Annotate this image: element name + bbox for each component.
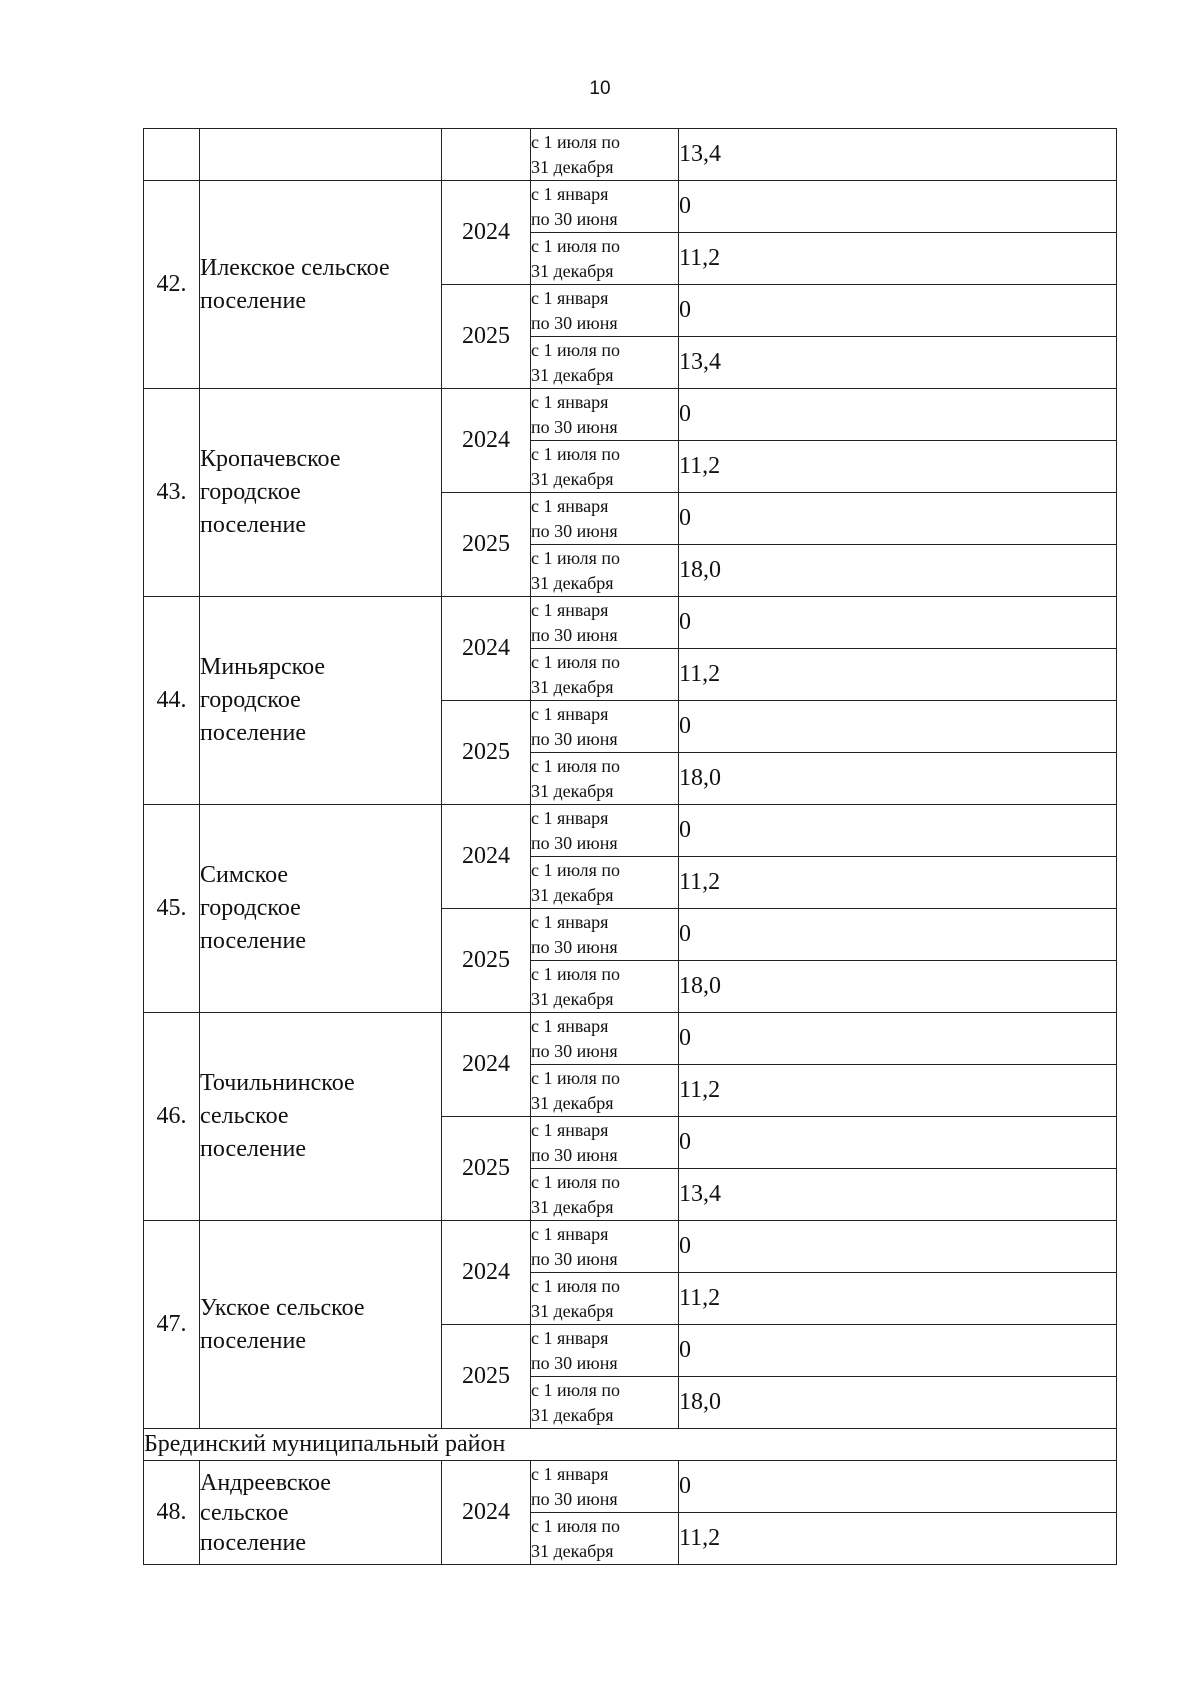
value-cell: 18,0 [679, 753, 1117, 805]
value-cell: 0 [679, 389, 1117, 441]
row-number-cell: 46. [144, 1013, 200, 1221]
period-cell: с 1 января по 30 июня [531, 1221, 679, 1273]
row-number-cell: 47. [144, 1221, 200, 1429]
period-cell: с 1 июля по 31 декабря [531, 441, 679, 493]
year-cell: 2024 [442, 1013, 531, 1117]
settlement-name-cell: Кропачевское городское поселение [200, 389, 442, 597]
period-cell: с 1 января по 30 июня [531, 701, 679, 753]
value-cell: 0 [679, 1117, 1117, 1169]
settlement-name-cell: Андреевское сельское поселение [200, 1461, 442, 1565]
period-cell: с 1 января по 30 июня [531, 181, 679, 233]
value-cell: 11,2 [679, 1065, 1117, 1117]
year-cell: 2024 [442, 389, 531, 493]
year-cell: 2024 [442, 805, 531, 909]
year-cell: 2024 [442, 597, 531, 701]
period-cell: с 1 июля по 31 декабря [531, 961, 679, 1013]
settlement-name-cell [200, 129, 442, 181]
value-cell: 0 [679, 285, 1117, 337]
period-cell: с 1 июля по 31 декабря [531, 1513, 679, 1565]
period-cell: с 1 июля по 31 декабря [531, 1273, 679, 1325]
year-cell: 2024 [442, 181, 531, 285]
year-cell: 2025 [442, 1325, 531, 1429]
year-cell: 2025 [442, 909, 531, 1013]
value-cell: 11,2 [679, 857, 1117, 909]
settlement-name-cell: Укское сельское поселение [200, 1221, 442, 1429]
period-cell: с 1 января по 30 июня [531, 1461, 679, 1513]
period-cell: с 1 июля по 31 декабря [531, 337, 679, 389]
page-number: 10 [589, 78, 611, 99]
period-cell: с 1 июля по 31 декабря [531, 233, 679, 285]
row-number-cell: 44. [144, 597, 200, 805]
row-number-cell: 48. [144, 1461, 200, 1565]
period-cell: с 1 января по 30 июня [531, 909, 679, 961]
value-cell: 13,4 [679, 129, 1117, 181]
row-number-cell [144, 129, 200, 181]
value-cell: 11,2 [679, 441, 1117, 493]
district-heading: Брединский муниципальный район [144, 1429, 1117, 1461]
table-row [144, 1013, 1117, 1065]
value-cell: 11,2 [679, 233, 1117, 285]
table-row [144, 1221, 1117, 1273]
value-cell: 0 [679, 1221, 1117, 1273]
period-cell: с 1 января по 30 июня [531, 285, 679, 337]
settlement-name-cell: Точильнинское сельское поселение [200, 1013, 442, 1221]
period-cell: с 1 июля по 31 декабря [531, 1377, 679, 1429]
table-row [144, 389, 1117, 441]
row-number-cell: 42. [144, 181, 200, 389]
period-cell: с 1 июля по 31 декабря [531, 545, 679, 597]
period-cell: с 1 января по 30 июня [531, 1325, 679, 1377]
settlement-name-cell: Миньярское городское поселение [200, 597, 442, 805]
district-row [144, 1429, 1117, 1461]
value-cell: 0 [679, 1013, 1117, 1065]
value-cell: 11,2 [679, 1273, 1117, 1325]
value-cell: 13,4 [679, 337, 1117, 389]
value-cell: 0 [679, 597, 1117, 649]
value-cell: 18,0 [679, 545, 1117, 597]
period-cell: с 1 января по 30 июня [531, 1013, 679, 1065]
table-row [144, 129, 1117, 181]
period-cell: с 1 июля по 31 декабря [531, 129, 679, 181]
value-cell: 11,2 [679, 1513, 1117, 1565]
value-cell: 0 [679, 1325, 1117, 1377]
row-number-cell: 45. [144, 805, 200, 1013]
table-row [144, 597, 1117, 649]
value-cell: 0 [679, 1461, 1117, 1513]
year-cell: 2024 [442, 1221, 531, 1325]
period-cell: с 1 января по 30 июня [531, 389, 679, 441]
table-row [144, 1461, 1117, 1513]
period-cell: с 1 января по 30 июня [531, 597, 679, 649]
year-cell: 2025 [442, 285, 531, 389]
year-cell: 2024 [442, 1461, 531, 1565]
value-cell: 0 [679, 909, 1117, 961]
value-cell: 0 [679, 805, 1117, 857]
period-cell: с 1 июля по 31 декабря [531, 1169, 679, 1221]
period-cell: с 1 января по 30 июня [531, 493, 679, 545]
period-cell: с 1 января по 30 июня [531, 805, 679, 857]
settlement-name-cell: Симское городское поселение [200, 805, 442, 1013]
tariff-table [143, 128, 1117, 1565]
period-cell: с 1 января по 30 июня [531, 1117, 679, 1169]
year-cell: 2025 [442, 701, 531, 805]
row-number-cell: 43. [144, 389, 200, 597]
period-cell: с 1 июля по 31 декабря [531, 753, 679, 805]
period-cell: с 1 июля по 31 декабря [531, 857, 679, 909]
year-cell [442, 129, 531, 181]
period-cell: с 1 июля по 31 декабря [531, 1065, 679, 1117]
value-cell: 11,2 [679, 649, 1117, 701]
year-cell: 2025 [442, 493, 531, 597]
value-cell: 0 [679, 181, 1117, 233]
period-cell: с 1 июля по 31 декабря [531, 649, 679, 701]
value-cell: 13,4 [679, 1169, 1117, 1221]
value-cell: 0 [679, 493, 1117, 545]
year-cell: 2025 [442, 1117, 531, 1221]
value-cell: 0 [679, 701, 1117, 753]
table-row [144, 805, 1117, 857]
value-cell: 18,0 [679, 961, 1117, 1013]
settlement-name-cell: Илекское сельское поселение [200, 181, 442, 389]
table-row [144, 181, 1117, 233]
value-cell: 18,0 [679, 1377, 1117, 1429]
